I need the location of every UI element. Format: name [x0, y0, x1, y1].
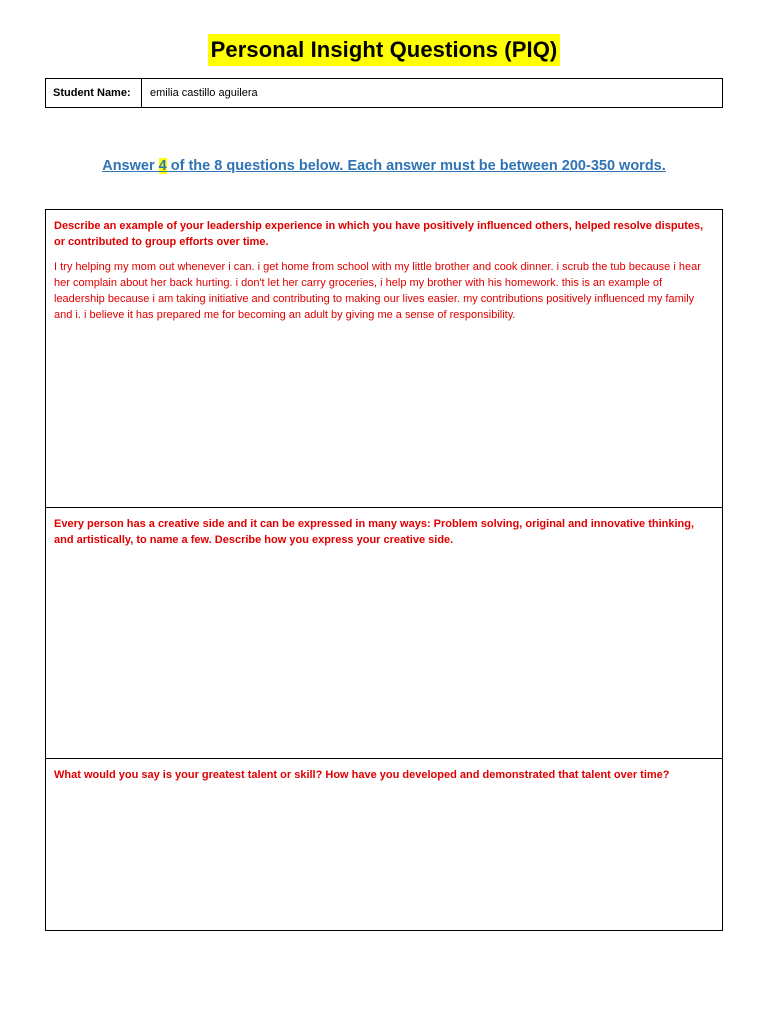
question-1-answer[interactable]: I try helping my mom out whenever i can. i get home from school with my little brother and cook dinner. i scrub the tub because i hear her complain about her back hurting. i don't let her carry groceries, i help my brother with his homework. this is an example of leadership because i am taking initiative and contributing to making our lives easier. my contributions positively influenced my family and i. i believe it has prepared me for becoming an adult by giving me a sense of responsibility.: [54, 261, 701, 321]
student-name-value[interactable]: emilia castillo aguilera: [150, 87, 258, 99]
page-title: Personal Insight Questions (PIQ): [208, 34, 561, 66]
title-container: [0, 34, 768, 66]
instructions-prefix: Answer: [102, 158, 159, 174]
question-box-3: [45, 758, 723, 931]
student-name-row: [45, 78, 723, 108]
instructions: [0, 158, 768, 174]
question-3-text: What would you say is your greatest talent or skill? How have you developed and demonstrated that talent over time?: [54, 769, 670, 781]
question-box-1: [45, 209, 723, 508]
question-box-2: [45, 507, 723, 759]
question-1-text: Describe an example of your leadership experience in which you have positively influenced others, helped resolve disputes, or contributed to group efforts over time.: [54, 220, 704, 248]
instructions-suffix: of the 8 questions below. Each answer must be between 200-350 words.: [166, 158, 666, 174]
instructions-count-highlight: 4: [158, 158, 167, 174]
question-2-text: Every person has a creative side and it can be expressed in many ways: Problem solving, original and innovative thinking, and artistically, to name a few. Describe how you express your creative side.: [54, 518, 695, 546]
student-name-label: Student Name:: [46, 79, 142, 107]
